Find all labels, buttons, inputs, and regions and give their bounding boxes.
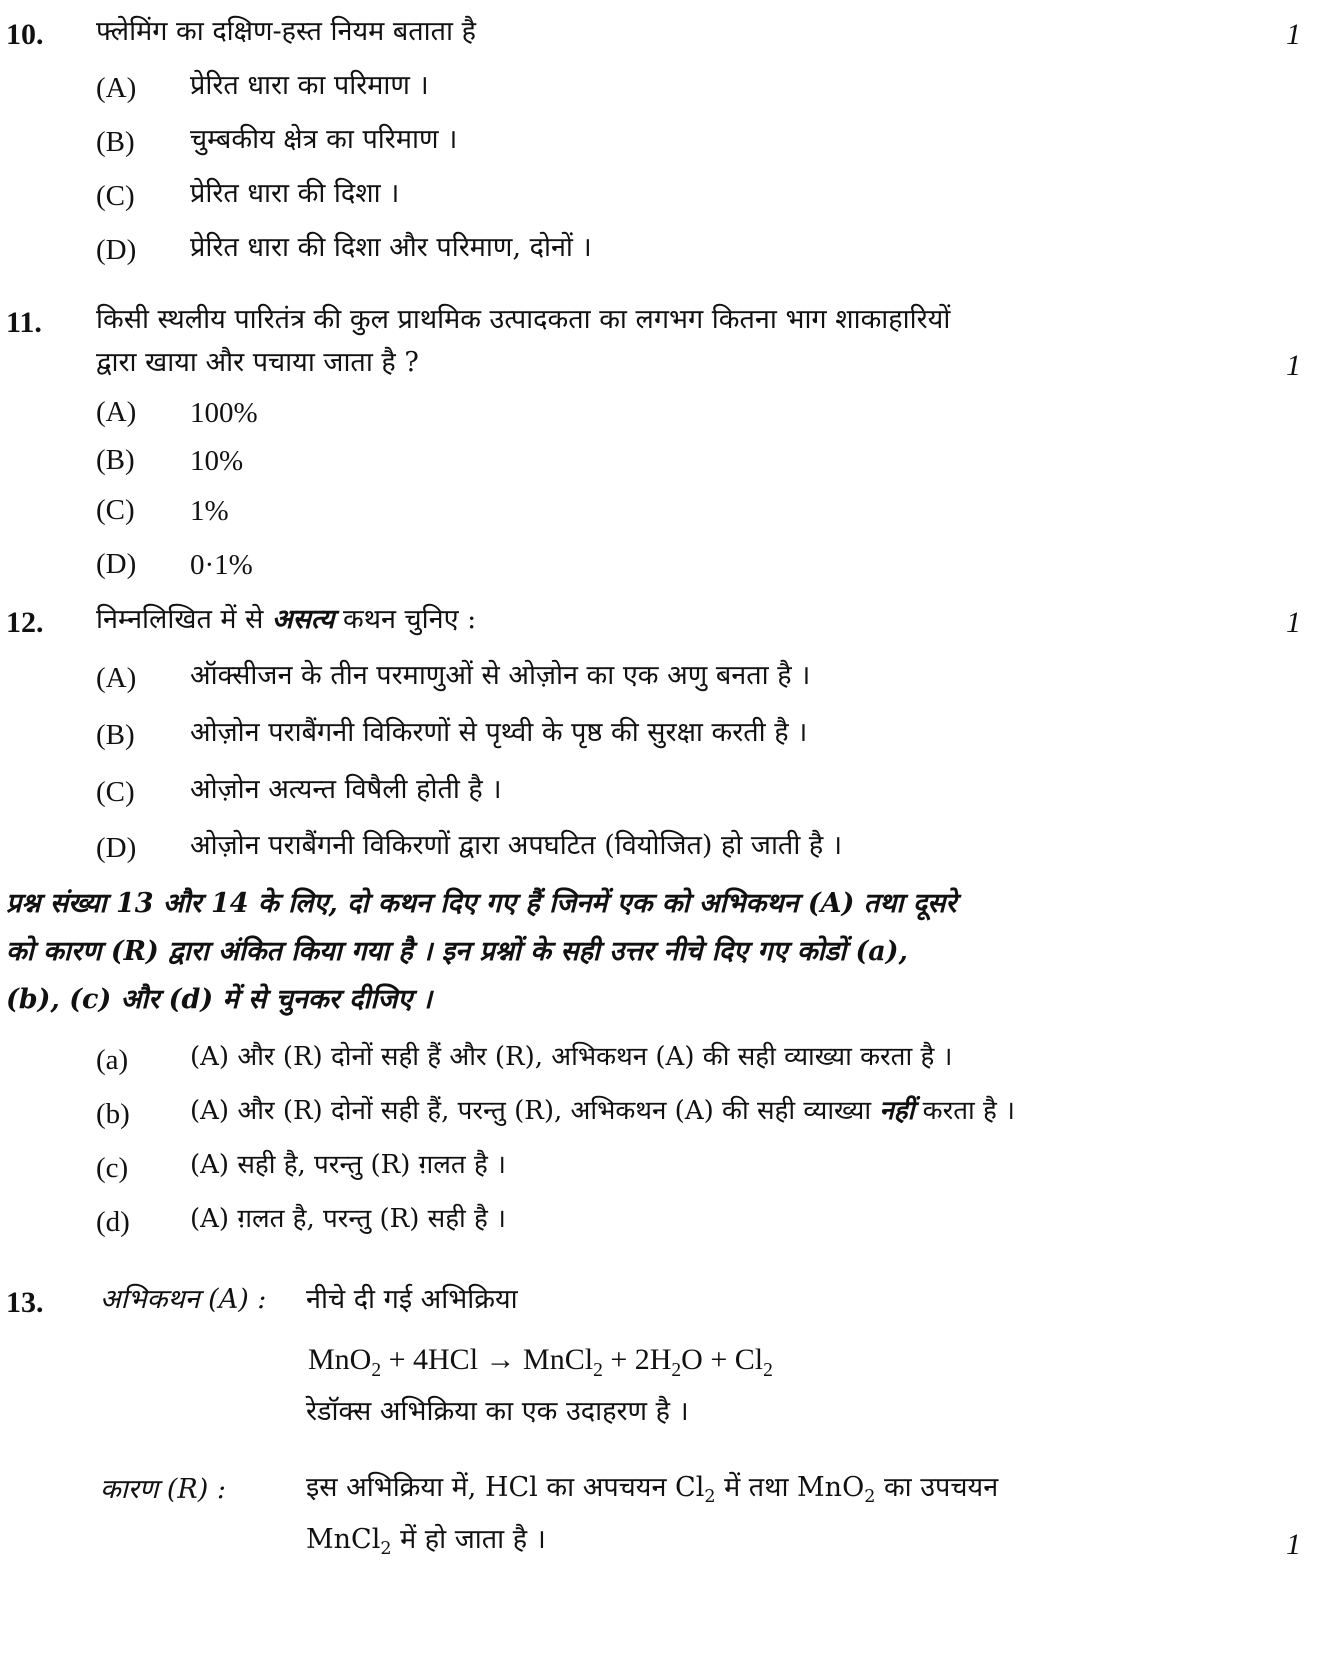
question-number: 12. <box>6 606 44 639</box>
option-label: (A) <box>96 662 137 694</box>
instructions-line: प्रश्न संख्या 13 और 14 के लिए, दो कथन दिए गए हैं जिनमें एक को अभिकथन (A) तथा दूसरे <box>6 888 957 919</box>
option-label: (B) <box>96 126 135 158</box>
code-text-post: करता है । <box>922 1096 1015 1126</box>
reason-part: इस अभिक्रिया में, HCl का अपचयन Cl <box>306 1472 705 1503</box>
reason-subscript: 2 <box>864 1487 876 1508</box>
question-text: किसी स्थलीय पारितंत्र की कुल प्राथमिक उत्पादकता का लगभग कितना भाग शाकाहारियों <box>96 304 951 335</box>
option-label: (D) <box>96 234 137 266</box>
option-text: ओज़ोन पराबैंगनी विकिरणों से पृथ्वी के पृष्ठ की सुरक्षा करती है । <box>190 717 808 748</box>
equation-part: + 2H <box>602 1343 672 1376</box>
equation-part: MnO <box>308 1343 372 1376</box>
question-text-post: कथन चुनिए : <box>342 604 477 635</box>
option-text: 10% <box>190 445 244 477</box>
code-text: (A) ग़लत है, परन्तु (R) सही है । <box>190 1204 506 1234</box>
code-label: (c) <box>96 1152 129 1184</box>
option-text: ओज़ोन अत्यन्त विषैली होती है । <box>190 774 502 805</box>
option-text: 1% <box>190 495 229 527</box>
code-label: (b) <box>96 1098 130 1130</box>
reason-subscript: 2 <box>704 1487 716 1508</box>
code-label: (a) <box>96 1044 129 1076</box>
reason-text <box>306 1524 546 1560</box>
equation-subscript: 2 <box>371 1359 382 1381</box>
option-text: 0·1% <box>190 549 253 581</box>
assertion-text: रेडॉक्स अभिक्रिया का एक उदाहरण है । <box>306 1396 689 1427</box>
option-text: प्रेरित धारा की दिशा और परिमाण, दोनों । <box>190 232 592 263</box>
option-label: (B) <box>96 444 135 476</box>
reason-label: कारण (R) : <box>100 1474 226 1505</box>
instructions-line: को कारण (R) द्वारा अंकित किया गया है । इन प्रश्नों के सही उत्तर नीचे दिए गए कोडों (a), <box>6 936 908 967</box>
reason-part: में तथा MnO <box>715 1472 865 1503</box>
option-text: प्रेरित धारा का परिमाण । <box>190 70 429 101</box>
assertion-label: अभिकथन (A) : <box>100 1284 267 1315</box>
option-label: (D) <box>96 548 137 580</box>
equation-part: O + Cl <box>681 1343 764 1376</box>
code-label: (d) <box>96 1206 130 1238</box>
reason-part: MnCl <box>306 1524 381 1555</box>
option-label: (A) <box>96 396 137 428</box>
equation-subscript: 2 <box>593 1359 603 1381</box>
option-text: 100% <box>190 397 258 429</box>
question-number: 13. <box>6 1286 44 1319</box>
option-label: (B) <box>96 719 135 751</box>
assertion-text: नीचे दी गई अभिक्रिया <box>306 1284 518 1315</box>
marks: 1 <box>1286 606 1301 639</box>
code-text-pre: (A) और (R) दोनों सही हैं, परन्तु (R), अभिकथन (A) की सही व्याख्या <box>190 1096 872 1126</box>
instructions-line: (b), (c) और (d) में से चुनकर दीजिए । <box>6 984 432 1015</box>
question-text: द्वारा खाया और पचाया जाता है ? <box>96 347 419 378</box>
option-label: (C) <box>96 494 135 526</box>
option-label: (C) <box>96 180 135 212</box>
emphasis-word: नहीं <box>879 1096 915 1126</box>
option-label: (D) <box>96 832 137 864</box>
question-text: फ्लेमिंग का दक्षिण-हस्त नियम बताता है <box>96 16 476 47</box>
reason-part: का उपचयन <box>875 1472 999 1503</box>
question-text-pre: निम्नलिखित में से <box>96 604 264 635</box>
equation-part: + 4HCl → <box>381 1343 524 1376</box>
equation-part: MnCl <box>523 1343 594 1376</box>
marks: 1 <box>1286 18 1301 51</box>
code-text: (A) सही है, परन्तु (R) ग़लत है । <box>190 1150 506 1180</box>
code-text <box>190 1096 1015 1127</box>
reason-text <box>306 1472 998 1508</box>
emphasis-word: असत्य <box>272 604 335 635</box>
marks: 1 <box>1286 1528 1301 1561</box>
option-text: ओज़ोन पराबैंगनी विकिरणों द्वारा अपघटित (वियोजित) हो जाती है । <box>190 830 843 861</box>
option-label: (C) <box>96 776 135 808</box>
question-number: 10. <box>6 18 44 51</box>
question-text <box>96 604 476 636</box>
chemical-equation <box>308 1342 773 1382</box>
question-number: 11. <box>6 306 42 339</box>
option-text: चुम्बकीय क्षेत्र का परिमाण । <box>190 124 458 155</box>
reason-part: में हो जाता है । <box>391 1524 546 1555</box>
reason-subscript: 2 <box>380 1539 392 1560</box>
marks: 1 <box>1286 349 1301 382</box>
option-text: प्रेरित धारा की दिशा । <box>190 178 400 209</box>
option-label: (A) <box>96 72 137 104</box>
code-text: (A) और (R) दोनों सही हैं और (R), अभिकथन (A) की सही व्याख्या करता है । <box>190 1042 953 1072</box>
equation-subscript: 2 <box>763 1359 773 1381</box>
option-text: ऑक्सीजन के तीन परमाणुओं से ओज़ोन का एक अणु बनता है । <box>190 660 811 691</box>
equation-subscript: 2 <box>671 1359 682 1381</box>
